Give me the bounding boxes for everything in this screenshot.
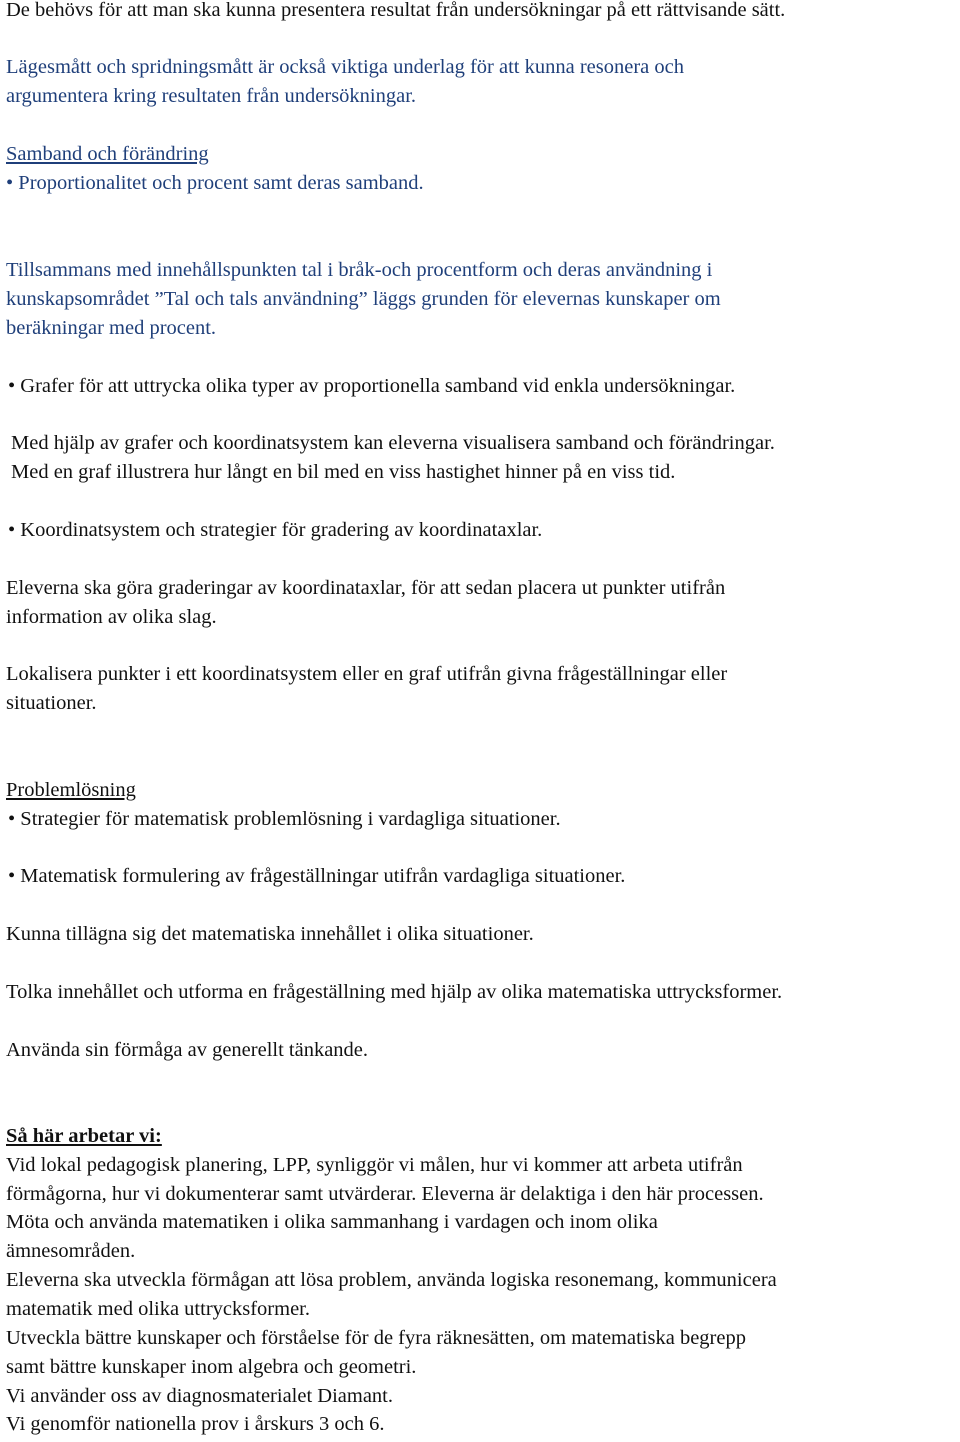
samband-paragraph-2-line-2: Med en graf illustrera hur långt en bil med en viss hastighet hinner på en viss tid. [11,461,676,483]
arbetar-line-3: Möta och använda matematiken i olika sammanhang i vardagen och inom olika [6,1211,658,1233]
samband-paragraph-4-line-1: Lokalisera punkter i ett koordinatsystem eller en graf utifrån givna frågeställningar eller [6,663,728,685]
samband-paragraph-1-line-1: Tillsammans med innehållspunkten tal i bråk-och procentform och deras användning i [6,259,713,281]
bullet-grafer: • Grafer för att uttrycka olika typer av proportionella samband vid enkla undersökningar. [8,375,736,397]
arbetar-line-10: Vi genomför nationella prov i årskurs 3 och 6. [6,1413,385,1435]
problem-paragraph-2: Tolka innehållet och utforma en frågeställning med hjälp av olika matematiska uttrycksformer. [6,981,783,1003]
samband-paragraph-4-line-2: situationer. [6,692,97,714]
bullet-formulering: • Matematisk formulering av frågeställningar utifrån vardagliga situationer. [8,865,626,887]
samband-paragraph-3-line-1: Eleverna ska göra graderingar av koordinataxlar, för att sedan placera ut punkter utifrån [6,577,726,599]
intro-line-3: argumentera kring resultaten från undersökningar. [6,85,417,107]
bullet-koordinatsystem: • Koordinatsystem och strategier för gradering av koordinataxlar. [8,519,543,541]
problem-paragraph-3: Använda sin förmåga av generellt tänkande. [6,1039,369,1061]
samband-paragraph-1-line-2: kunskapsområdet ”Tal och tals användning” läggs grunden för elevernas kunskaper om [6,288,721,310]
section-heading-samband: Samband och förändring [6,143,209,165]
intro-line-2: Lägesmått och spridningsmått är också viktiga underlag för att kunna resonera och [6,56,684,78]
samband-paragraph-2-line-1: Med hjälp av grafer och koordinatsystem kan eleverna visualisera samband och förändringar. [11,432,775,454]
arbetar-line-8: samt bättre kunskaper inom algebra och geometri. [6,1356,417,1378]
bullet-proportionalitet: • Proportionalitet och procent samt deras samband. [6,172,424,194]
problem-paragraph-1: Kunna tillägna sig det matematiska innehållet i olika situationer. [6,923,534,945]
arbetar-line-9: Vi använder oss av diagnosmaterialet Diamant. [6,1385,394,1407]
intro-line-1: De behövs för att man ska kunna presentera resultat från undersökningar på ett rättvisande sätt. [6,0,786,21]
arbetar-line-1: Vid lokal pedagogisk planering, LPP, synliggör vi målen, hur vi kommer att arbeta utifrån [6,1154,743,1176]
section-heading-problemlosning: Problemlösning [6,779,136,801]
arbetar-line-4: ämnesområden. [6,1240,136,1262]
arbetar-line-2: förmågorna, hur vi dokumenterar samt utvärderar. Eleverna är delaktiga i den här processen. [6,1183,764,1205]
bullet-strategier: • Strategier för matematisk problemlösning i vardagliga situationer. [8,808,561,830]
arbetar-line-5: Eleverna ska utveckla förmågan att lösa problem, använda logiska resonemang, kommunicera [6,1269,777,1291]
samband-paragraph-1-line-3: beräkningar med procent. [6,317,217,339]
arbetar-line-6: matematik med olika uttrycksformer. [6,1298,310,1320]
samband-paragraph-3-line-2: information av olika slag. [6,606,217,628]
arbetar-line-7: Utveckla bättre kunskaper och förståelse för de fyra räknesätten, om matematiska begrepp [6,1327,746,1349]
section-heading-arbetar: Så här arbetar vi: [6,1125,162,1147]
